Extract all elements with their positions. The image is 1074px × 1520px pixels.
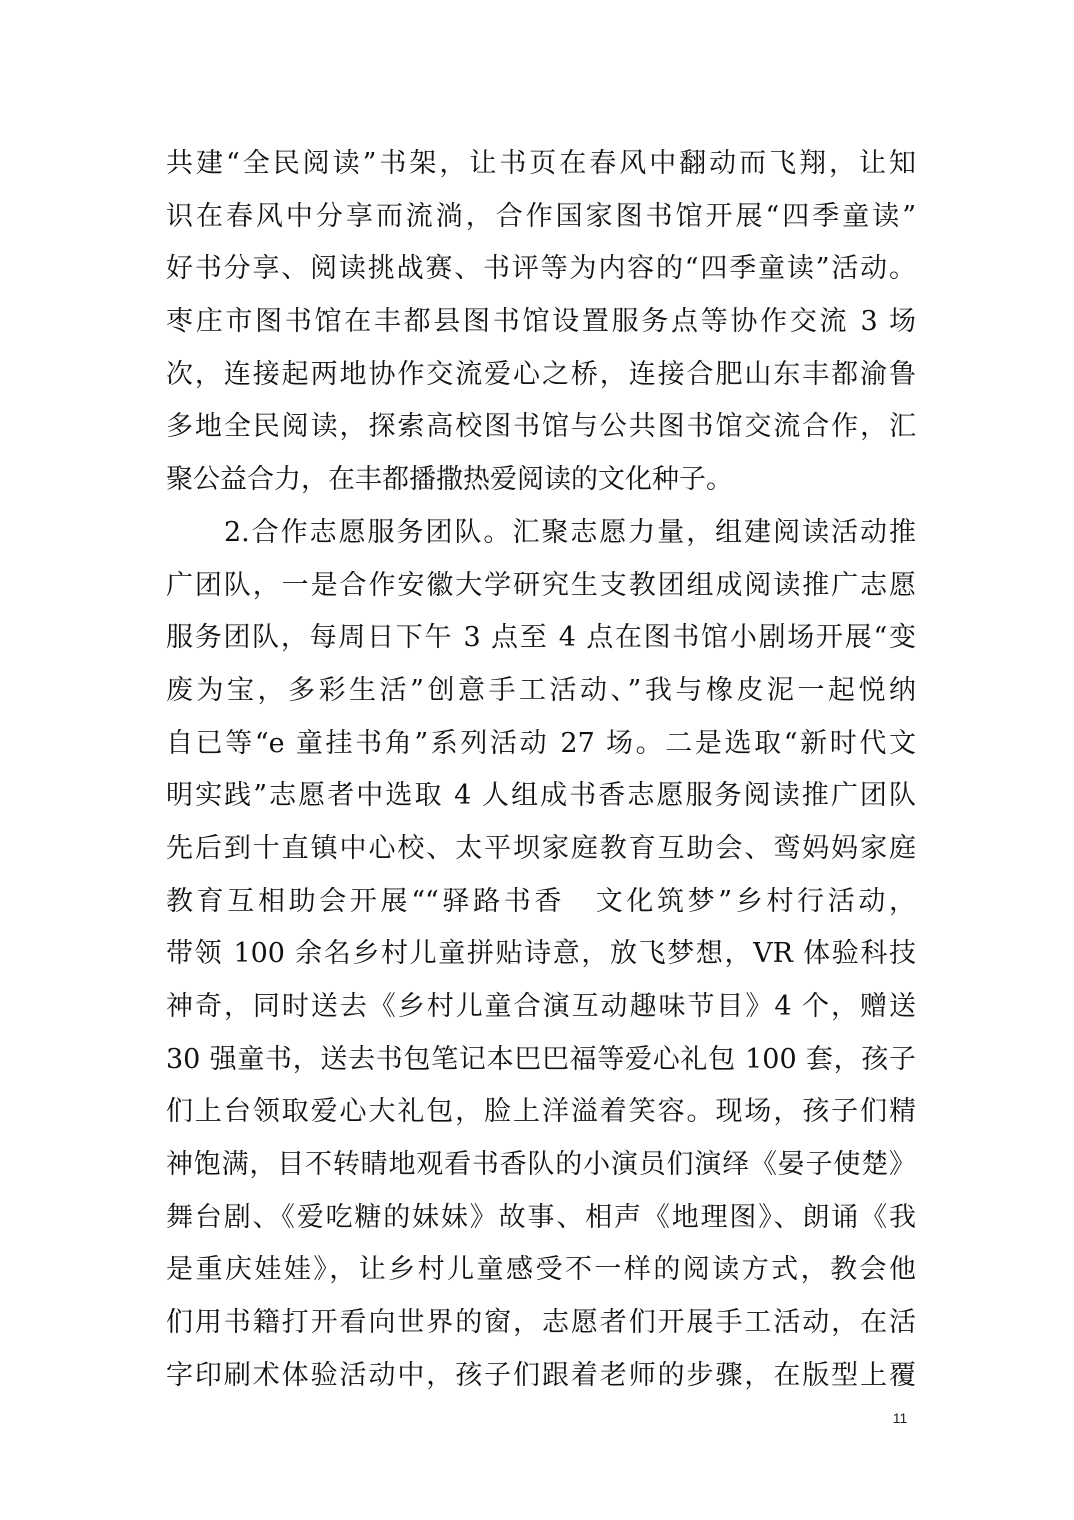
text-line: 是重庆娃娃》，让乡村儿童感受不一样的阅读方式，教会他 — [166, 1254, 916, 1286]
page-number: 11 — [892, 1410, 908, 1426]
text-line: 识在春风中分享而流淌，合作国家图书馆开展“四季童读” — [166, 200, 916, 232]
text-line: 共建“全民阅读”书架，让书页在春风中翻动而飞翔，让知 — [166, 148, 916, 179]
text-line: 服务团队，每周日下午 3 点至 4 点在图书馆小剧场开展“变 — [166, 622, 916, 654]
text-line: 们上台领取爱心大礼包，脸上洋溢着笑容。现场，孩子们精 — [166, 1096, 916, 1128]
text-line: 枣庄市图书馆在丰都县图书馆设置服务点等协作交流 3 场 — [166, 306, 916, 338]
text-line: 次，连接起两地协作交流爱心之桥，连接合肥山东丰都渝鲁 — [166, 358, 916, 390]
text-line: 多地全民阅读，探索高校图书馆与公共图书馆交流合作，汇 — [166, 411, 916, 443]
text-line: 30 强童书，送去书包笔记本巴巴福等爱心礼包 100 套，孩子 — [166, 1043, 916, 1075]
text-line: 们用书籍打开看向世界的窗，志愿者们开展手工活动，在活 — [166, 1307, 916, 1339]
text-line: 神奇，同时送去《乡村儿童合演互动趣味节目》4 个，赠送 — [166, 991, 916, 1022]
text-line: 教育互相助会开展““驿路书香 文化筑梦”乡村行活动， — [166, 885, 916, 917]
text-line: 好书分享、阅读挑战赛、书评等为内容的“四季童读”活动。 — [166, 253, 916, 285]
text-line: 明实践”志愿者中选取 4 人组成书香志愿服务阅读推广团队 — [166, 780, 916, 812]
text-line: 先后到十直镇中心校、太平坝家庭教育互助会、鸾妈妈家庭 — [166, 832, 916, 864]
text-line: 废为宝，多彩生活”创意手工活动、”我与橡皮泥一起悦纳 — [166, 674, 916, 706]
body-text — [166, 138, 916, 1403]
text-line: 聚公益合力，在丰都播撒热爱阅读的文化种子。 — [166, 464, 733, 496]
text-line: 2.合作志愿服务团队。汇聚志愿力量，组建阅读活动推 — [166, 516, 916, 548]
text-line: 带领 100 余名乡村儿童拼贴诗意，放飞梦想，VR 体验科技 — [166, 938, 916, 970]
text-line: 字印刷术体验活动中，孩子们跟着老师的步骤，在版型上覆 — [166, 1359, 916, 1391]
text-line: 神饱满，目不转睛地观看书香队的小演员们演绎《晏子使楚》 — [166, 1149, 916, 1181]
text-line: 广团队，一是合作安徽大学研究生支教团组成阅读推广志愿 — [166, 569, 916, 601]
text-line: 自已等“e 童挂书角”系列活动 27 场。二是选取“新时代文 — [166, 727, 916, 759]
text-line: 舞台剧、《爱吃糖的妹妹》故事、相声《地理图》、朗诵《我 — [166, 1201, 916, 1233]
